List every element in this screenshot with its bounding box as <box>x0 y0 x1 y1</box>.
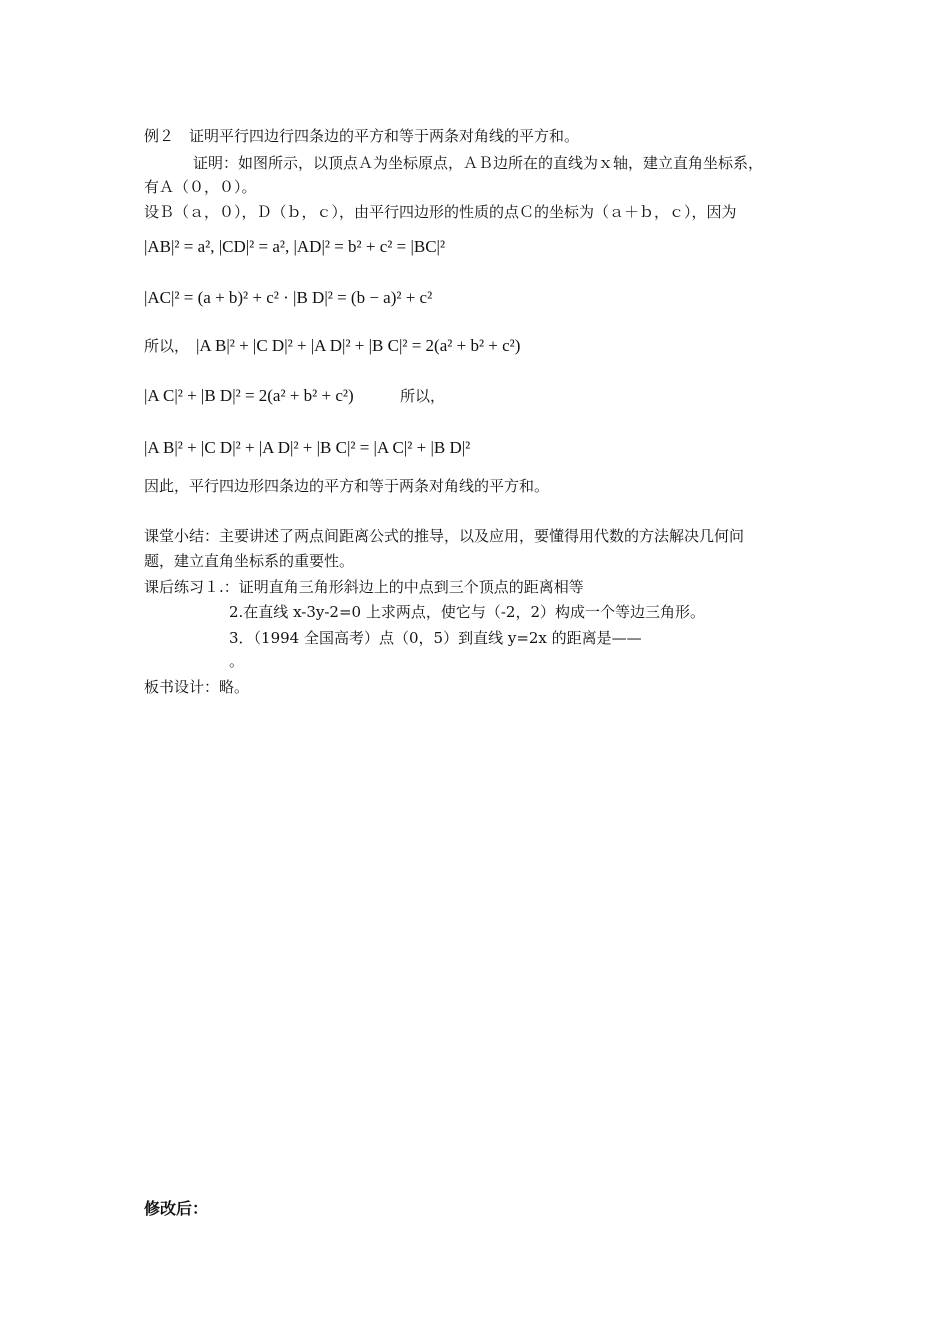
summary-line-1: 课堂小结：主要讲述了两点间距离公式的推导，以及应用，要懂得用代数的方法解决几何问 <box>144 527 745 545</box>
formula-1: |AB|² = a², |CD|² = a², |AD|² = b² + c² = |BC|² <box>144 237 446 256</box>
formula-4: |A C|² + |B D|² = 2(a² + b² + c²) <box>144 386 354 405</box>
formula-3: |A B|² + |C D|² + |A D|² + |B C|² = 2(a² + b² + c²) <box>196 336 521 355</box>
revised-heading: 修改后： <box>144 1199 209 1218</box>
formula-4-suffix: 所以， <box>400 387 446 405</box>
homework-item-1: 课后练习１.：证明直角三角形斜边上的中点到三个顶点的距离相等 <box>144 578 584 596</box>
formula-3-prefix: 所以， <box>144 337 190 355</box>
conclusion: 因此，平行四边形四条边的平方和等于两条对角线的平方和。 <box>144 477 550 495</box>
formula-5: |A B|² + |C D|² + |A D|² + |B C|² = |A C|² + |B D|² <box>144 438 471 457</box>
summary-line-2: 题，建立直角坐标系的重要性。 <box>144 552 355 570</box>
homework-item-3-end: 。 <box>229 652 245 670</box>
homework-item-2: 2.在直线 x-3y-2=0 上求两点，使它与（-2，2）构成一个等边三角形。 <box>229 603 706 621</box>
proof-line-1: 证明：如图所示，以顶点Ａ为坐标原点，ＡＢ边所在的直线为ｘ轴，建立直角坐标系， <box>193 154 764 172</box>
example-title: 例２ 证明平行四边行四条边的平方和等于两条对角线的平方和。 <box>144 127 580 145</box>
board-design: 板书设计：略。 <box>144 678 250 696</box>
proof-line-3: 设Ｂ（ａ，０），Ｄ（ｂ，ｃ），由平行四边形的性质的点Ｃ的坐标为（ａ＋ｂ，ｃ），因为 <box>144 203 737 221</box>
homework-item-3: 3．（1994 全国高考）点（0，5）到直线 y=2x 的距离是—— <box>229 629 642 647</box>
formula-2: |AC|² = (a + b)² + c² · |B D|² = (b − a)² + c² <box>144 288 433 307</box>
proof-line-2: 有Ａ（０，０）。 <box>144 178 257 196</box>
